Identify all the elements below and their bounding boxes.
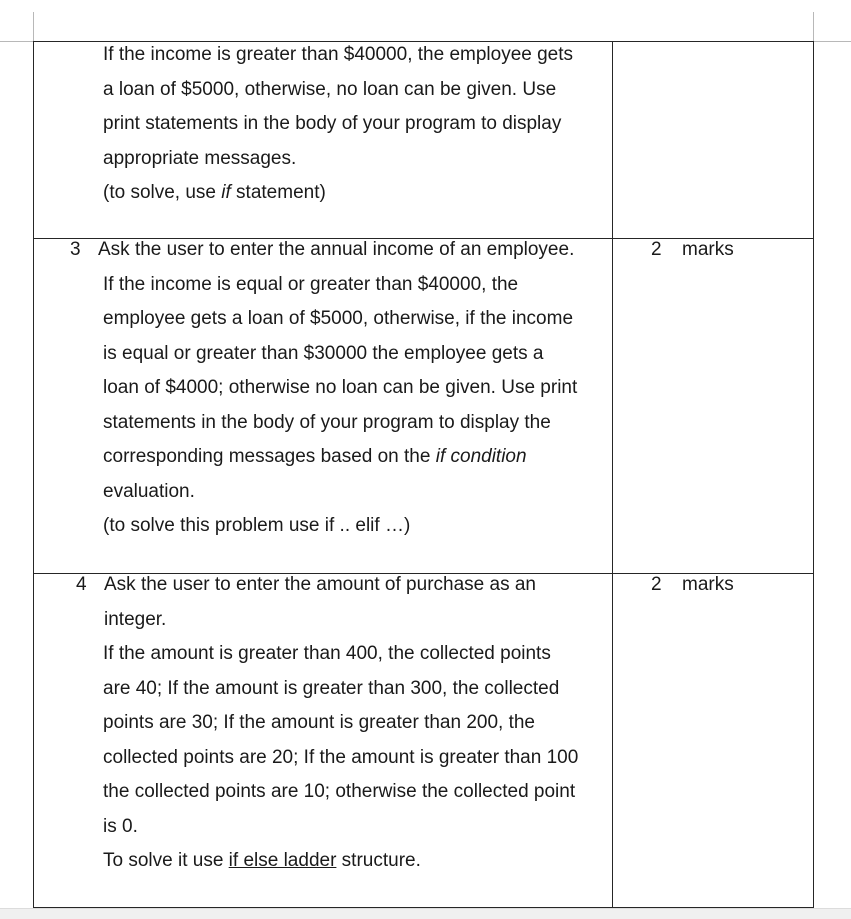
question-text-line: is 0. [103,815,138,837]
question-text-line: is equal or greater than $30000 the employee gets a [103,342,544,364]
question-3-number: 3 [70,239,81,260]
marks-value: 2 [651,574,662,595]
question-text-line: appropriate messages. [103,147,297,169]
table-border-right [813,41,814,907]
question-text-line: loan of $4000; otherwise no loan can be given. Use print [103,377,578,398]
question-text-line: print statements in the body of your program to display [103,113,562,134]
marks-label: marks [682,574,734,595]
hint-text: structure. [336,850,421,871]
hint-text: (to solve, use [103,182,222,203]
margin-corner-mark-left [0,41,33,42]
question-3-marks [651,233,734,268]
hint-text: statement) [230,182,326,203]
marks-value: 2 [651,239,662,260]
hint-keyword: if [221,182,231,203]
question-text-line: collected points are 20; If the amount is greater than 100 [103,746,579,768]
condition-text: corresponding messages based on the [103,446,436,467]
question-text-line: points are 30; If the amount is greater than 200, the [103,712,535,733]
question-text-line: a loan of $5000, otherwise, no loan can be given. Use [103,78,557,100]
margin-corner-mark-right [814,41,851,42]
question-hint [103,176,573,211]
question-text-line [103,440,577,475]
question-2-continuation [103,38,573,211]
question-text-line: If the income is greater than $40000, the employee gets [103,44,574,65]
question-text-line: If the income is equal or greater than $40000, the [103,273,519,295]
question-text-line: evaluation. [103,480,195,502]
question-4-text [103,568,578,879]
question-solve-hint [103,844,578,879]
table-column-divider [612,41,613,907]
hint-text: To solve it use [103,850,229,871]
margin-corner-mark-left-vertical [33,12,34,41]
question-3-text [98,233,578,544]
question-text-line: the collected points are 10; otherwise the collected point [103,781,576,802]
question-text-line: employee gets a loan of $5000, otherwise, if the income [103,308,574,329]
margin-corner-mark-right-vertical [813,12,814,41]
page-bottom-edge [0,908,851,919]
question-hint: (to solve this problem use if .. elif …) [103,515,411,536]
table-border-left [33,41,34,907]
question-text-line: If the amount is greater than 400, the collected points [103,643,551,664]
question-text-line: Ask the user to enter the annual income of an employee. [98,239,575,260]
question-text-line: statements in the body of your program to display the [103,411,551,433]
question-text-line: integer. [104,608,167,630]
question-4-number: 4 [76,574,87,595]
question-text-line: are 40; If the amount is greater than 300, the collected [103,677,560,699]
condition-keyword: if condition [435,446,527,467]
hint-keyword: if else ladder [228,850,337,871]
marks-label: marks [682,239,734,260]
question-4-marks [651,568,734,603]
question-text-line: Ask the user to enter the amount of purchase as an [104,574,536,595]
